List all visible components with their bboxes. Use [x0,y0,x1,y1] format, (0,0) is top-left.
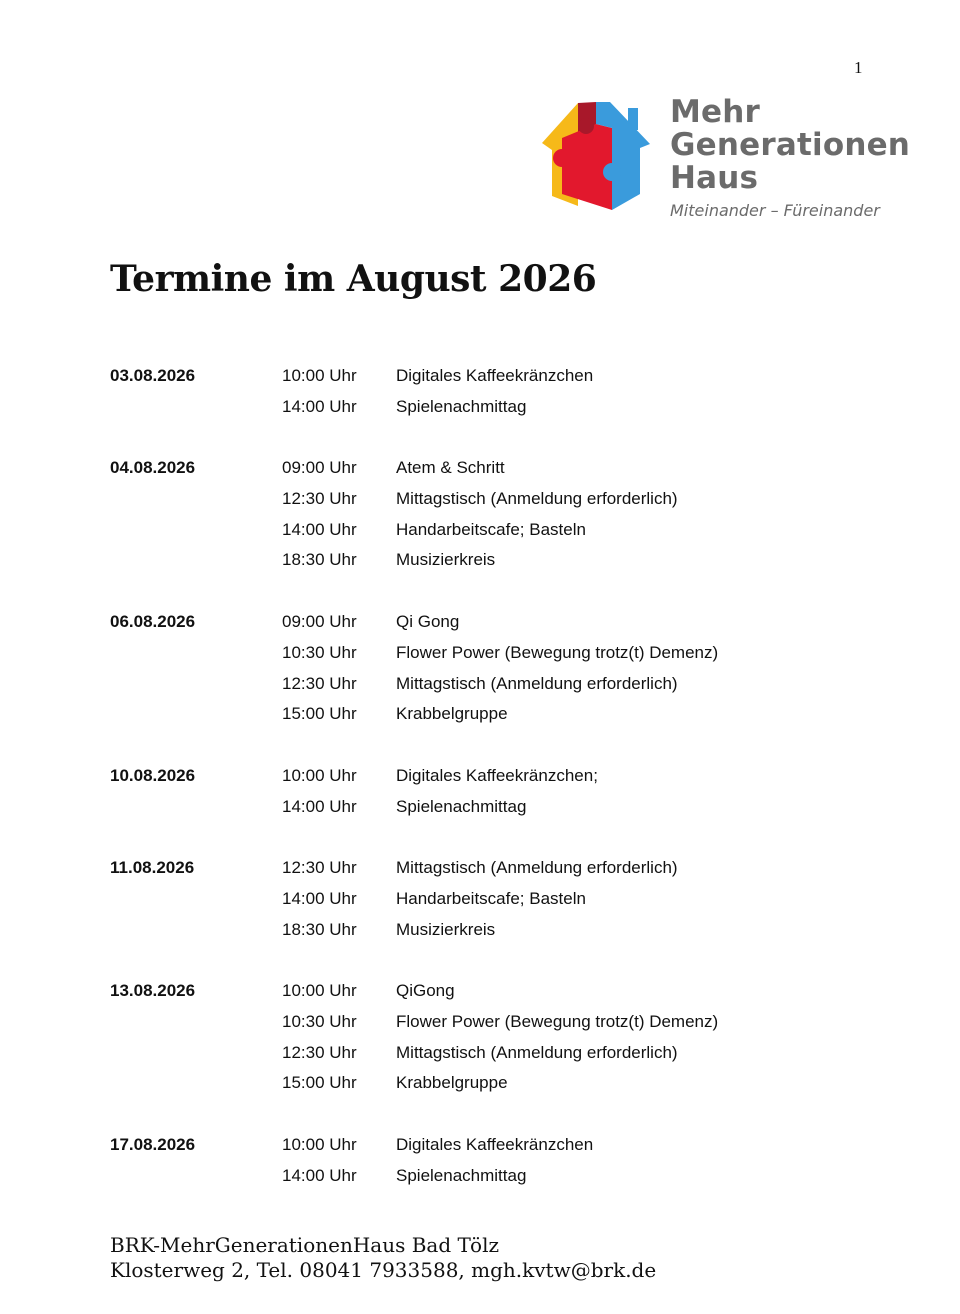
day-group [110,765,870,826]
event-title: Flower Power (Bewegung trotz(t) Demenz) [396,642,719,662]
event-time: 10:30 Uhr [282,1012,357,1031]
event-time: 18:30 Uhr [282,919,357,939]
day-group [110,857,870,949]
event-title: Musizierkreis [396,550,496,570]
event-title: Handarbeitscafe; Basteln [396,888,586,908]
schedule-row [110,919,870,950]
schedule-row [110,396,870,427]
event-time: 09:00 Uhr [282,612,357,632]
event-time: 12:30 Uhr [282,673,357,693]
schedule-row [110,549,870,580]
page-number: 1 [854,58,863,77]
footer-contact: Klosterweg 2, Tel. 08041 7933588, mgh.kvtw@brk.de [110,1258,657,1282]
event-title: Mittagstisch (Anmeldung erforderlich) [396,858,678,878]
event-date: 10.08.2026 [110,765,196,785]
event-title: Musizierkreis [396,919,496,939]
event-title: Mittagstisch (Anmeldung erforderlich) [396,489,678,509]
event-time: 14:00 Uhr [282,396,357,416]
schedule-row [110,519,870,550]
logo-line-1: Mehr [670,94,761,130]
schedule-row [110,1134,870,1165]
day-group [110,365,870,426]
schedule-row [110,857,870,888]
logo-tagline: Miteinander – Füreinander [670,201,880,220]
event-title: Flower Power (Bewegung trotz(t) Demenz) [396,1012,719,1031]
schedule-row [110,642,870,673]
event-time: 12:30 Uhr [282,489,357,509]
event-date: 17.08.2026 [110,1135,196,1155]
event-date: 11.08.2026 [110,858,195,878]
event-time: 14:00 Uhr [282,796,357,816]
schedule-row [110,703,870,734]
schedule-row [110,796,870,827]
footer [110,1233,656,1283]
schedule-row [110,1165,870,1196]
event-time: 10:00 Uhr [282,1135,357,1155]
event-time: 09:00 Uhr [282,458,357,478]
event-title: Digitales Kaffeekränzchen [396,1135,594,1155]
schedule-row [110,457,870,488]
schedule-row [110,1072,870,1103]
schedule-row [110,488,870,519]
event-title: Digitales Kaffeekränzchen; [396,765,598,785]
day-group [110,611,870,734]
event-title: Krabbelgruppe [396,1073,508,1093]
schedule-row [110,1011,870,1042]
page-title: Termine im August 2026 [110,258,597,300]
event-title: Spielenachmittag [396,796,527,816]
event-time: 15:00 Uhr [282,704,357,724]
event-time: 18:30 Uhr [282,550,357,570]
schedule-row [110,611,870,642]
event-time: 15:00 Uhr [282,1073,357,1093]
event-title: Spielenachmittag [396,1165,527,1185]
event-title: Mittagstisch (Anmeldung erforderlich) [396,673,678,693]
event-time: 12:30 Uhr [282,858,357,878]
event-time: 10:00 Uhr [282,366,357,385]
event-title: Mittagstisch (Anmeldung erforderlich) [396,1042,678,1062]
footer-organization: BRK-MehrGenerationenHaus Bad Tölz [110,1233,500,1257]
event-time: 10:00 Uhr [282,765,357,785]
event-date: 06.08.2026 [110,612,196,632]
event-date: 04.08.2026 [110,458,196,478]
day-group [110,980,870,1103]
event-title: Qi Gong [396,612,460,632]
schedule-row [110,888,870,919]
schedule-row [110,765,870,796]
event-date: 13.08.2026 [110,981,196,1001]
event-time: 14:00 Uhr [282,1165,357,1185]
logo [540,94,911,226]
house-puzzle-logo-icon [540,98,652,210]
schedule-row [110,365,870,396]
day-group [110,457,870,580]
event-date: 03.08.2026 [110,366,196,385]
logo-line-2: Generationen [670,127,911,163]
event-title: Krabbelgruppe [396,704,508,724]
event-title: Atem & Schritt [396,458,505,478]
event-time: 10:00 Uhr [282,981,357,1001]
event-time: 14:00 Uhr [282,888,357,908]
event-title: Digitales Kaffeekränzchen [396,366,594,385]
event-title: Spielenachmittag [396,396,527,416]
schedule-row [110,673,870,704]
event-title: Handarbeitscafe; Basteln [396,519,586,539]
logo-line-3: Haus [670,160,759,196]
event-time: 14:00 Uhr [282,519,357,539]
schedule-list [110,365,870,1226]
day-group [110,1134,870,1195]
event-title: QiGong [396,981,455,1001]
schedule-row [110,980,870,1011]
schedule-row [110,1042,870,1073]
event-time: 12:30 Uhr [282,1042,357,1062]
event-time: 10:30 Uhr [282,642,357,662]
